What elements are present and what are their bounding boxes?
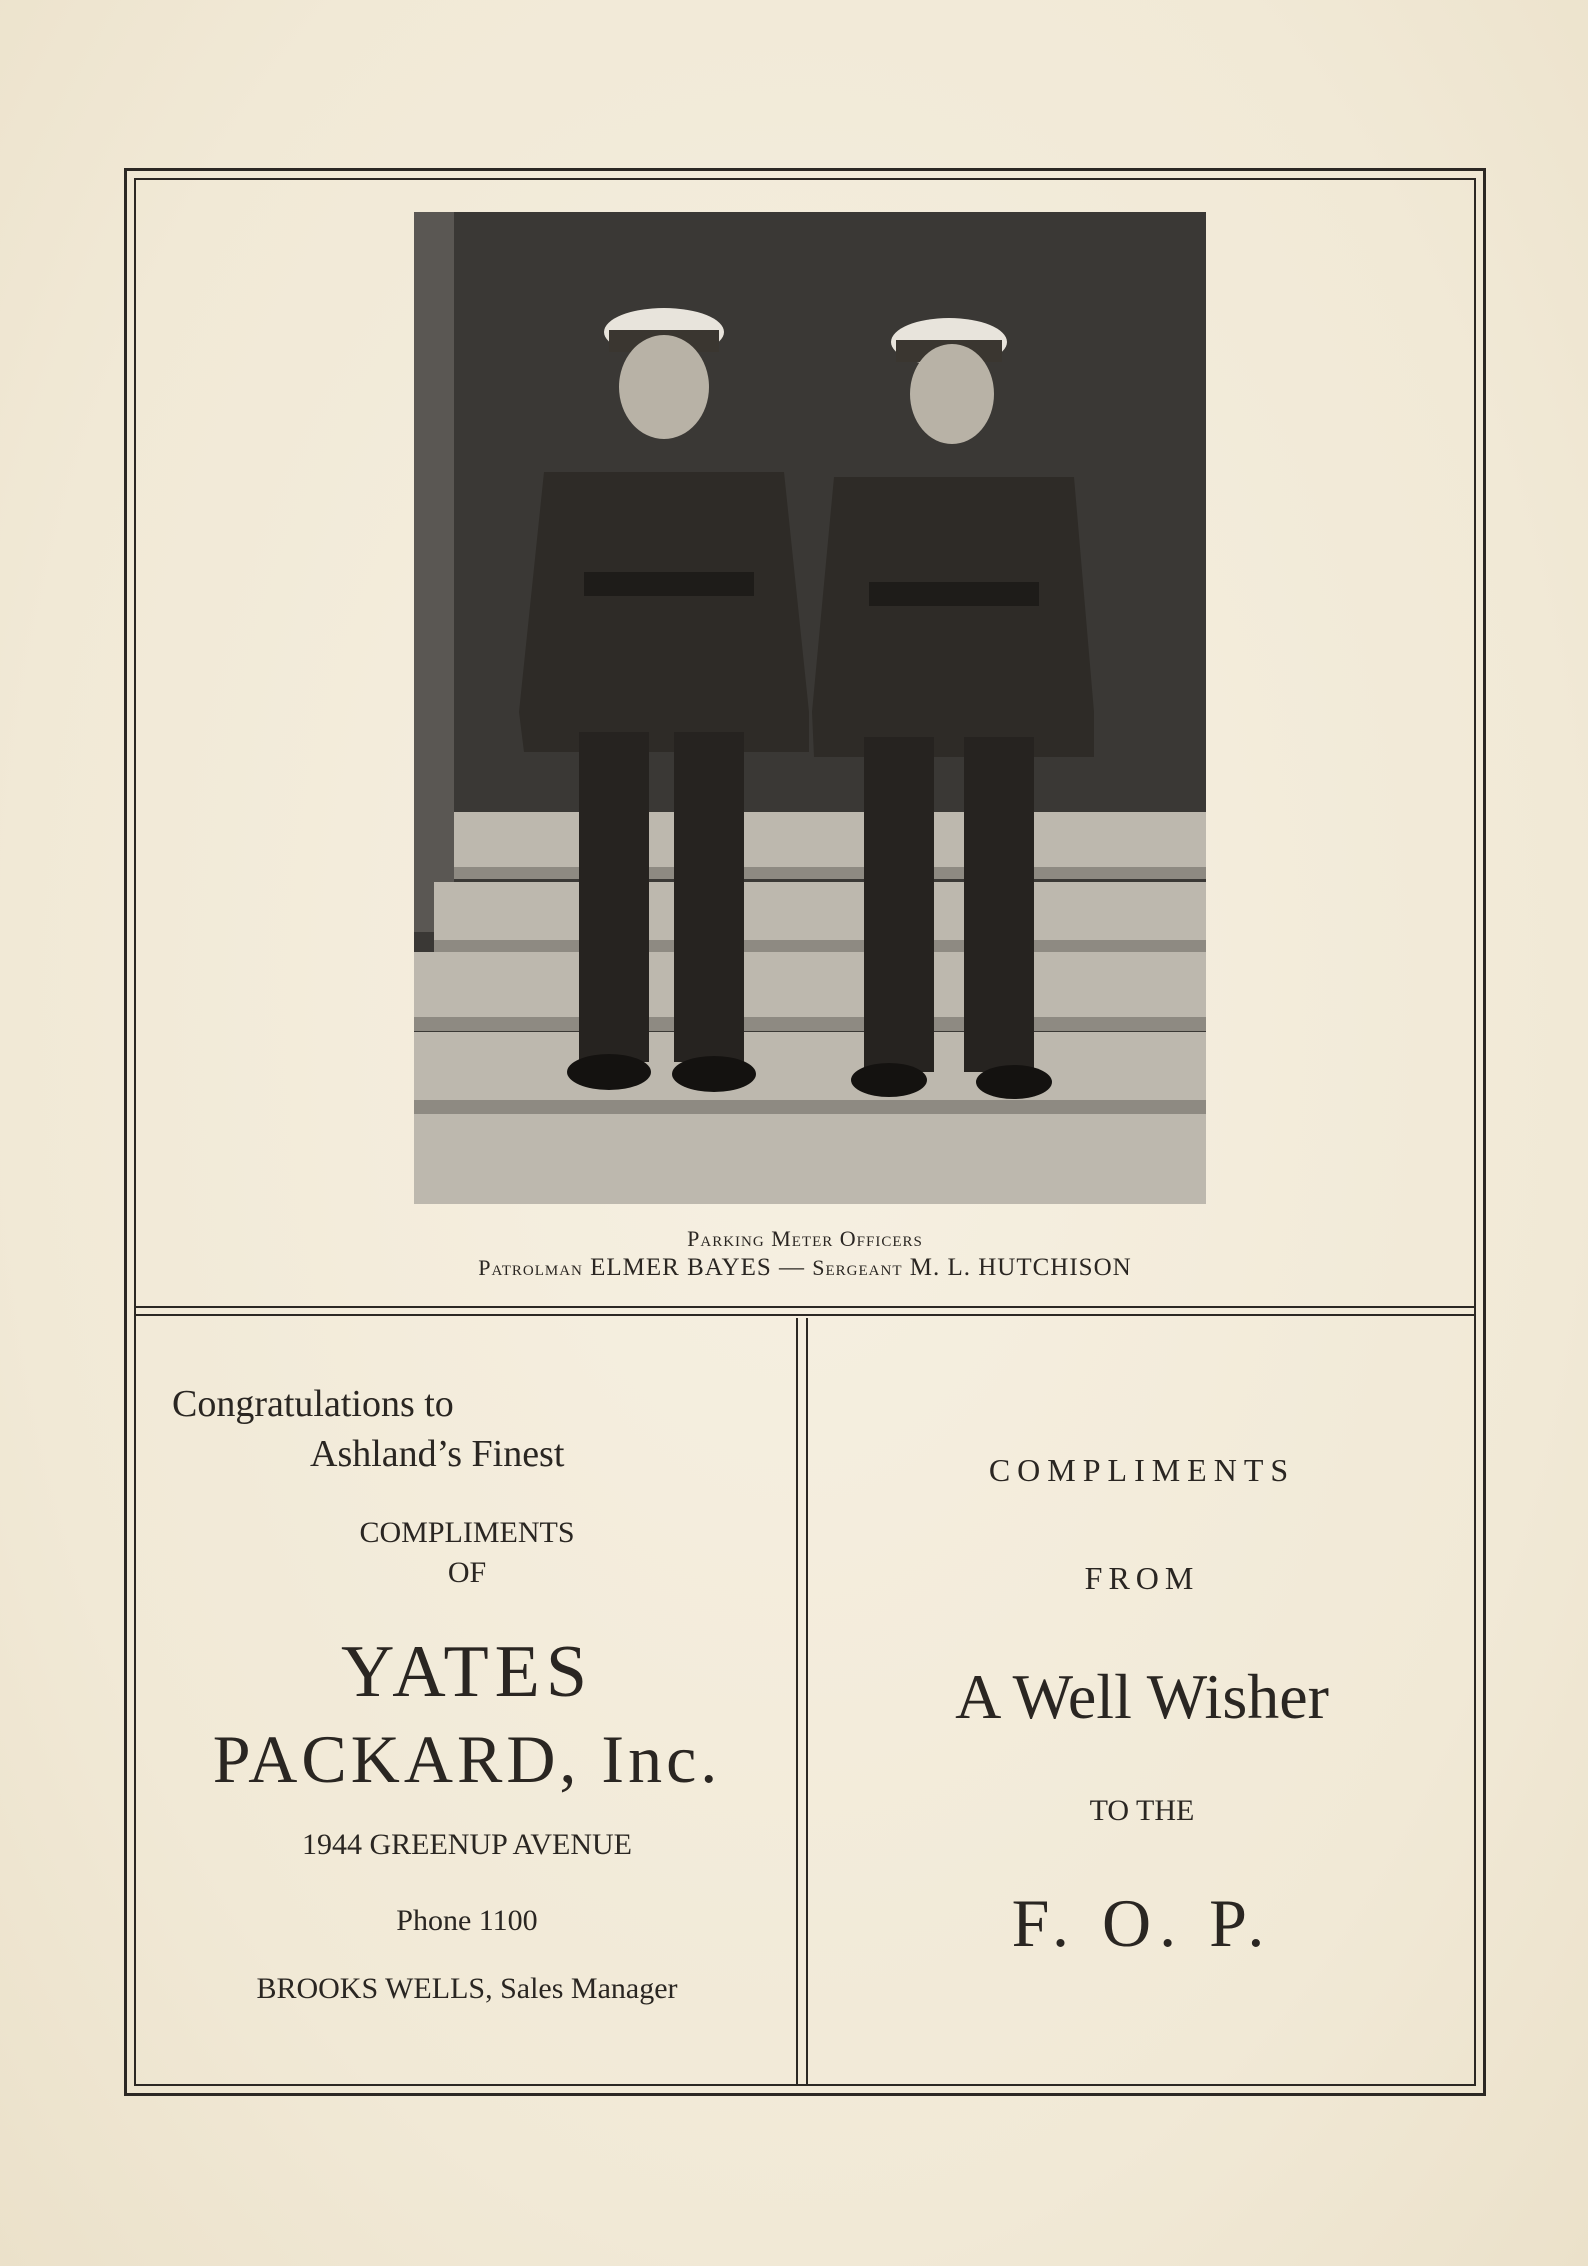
column-divider-right <box>806 1318 808 2086</box>
from-label: FROM <box>1084 1560 1200 1596</box>
caption-rank-1: Patrolman <box>478 1255 583 1280</box>
to-the-label: TO THE <box>1089 1794 1195 1827</box>
well-wisher-ad <box>810 1320 1474 2084</box>
congrats-line-2: Ashland’s Finest <box>310 1433 565 1475</box>
company-name-line-2: PACKARD, Inc. <box>212 1721 722 1797</box>
two-officers-photo-icon <box>414 212 1206 1204</box>
company-phone: Phone 1100 <box>396 1904 538 1937</box>
congrats-line-1: Congratulations to <box>172 1383 454 1425</box>
sales-manager: BROOKS WELLS, Sales Manager <box>256 1972 678 2005</box>
divider-top <box>134 1306 1476 1308</box>
caption-name-2: M. L. HUTCHISON <box>902 1254 1132 1281</box>
compliments-label: COMPLIMENTS <box>359 1516 575 1549</box>
company-address: 1944 GREENUP AVENUE <box>301 1828 632 1861</box>
caption-name-1: ELMER BAYES — <box>582 1254 813 1281</box>
caption-rank-2: Sergeant <box>812 1255 903 1280</box>
compliments-heading: COMPLIMENTS <box>988 1452 1296 1488</box>
officers-photo <box>414 212 1206 1204</box>
company-name-line-1: YATES <box>340 1631 594 1713</box>
organization-name: F. O. P. <box>1011 1885 1273 1961</box>
sender-name: A Well Wisher <box>955 1661 1329 1732</box>
photo-caption-title: Parking Meter Officers <box>687 1226 923 1251</box>
photo-caption-names <box>134 1254 1476 1282</box>
divider-bottom <box>134 1314 1476 1316</box>
yates-packard-ad <box>136 1320 798 2084</box>
of-label: OF <box>447 1556 487 1589</box>
